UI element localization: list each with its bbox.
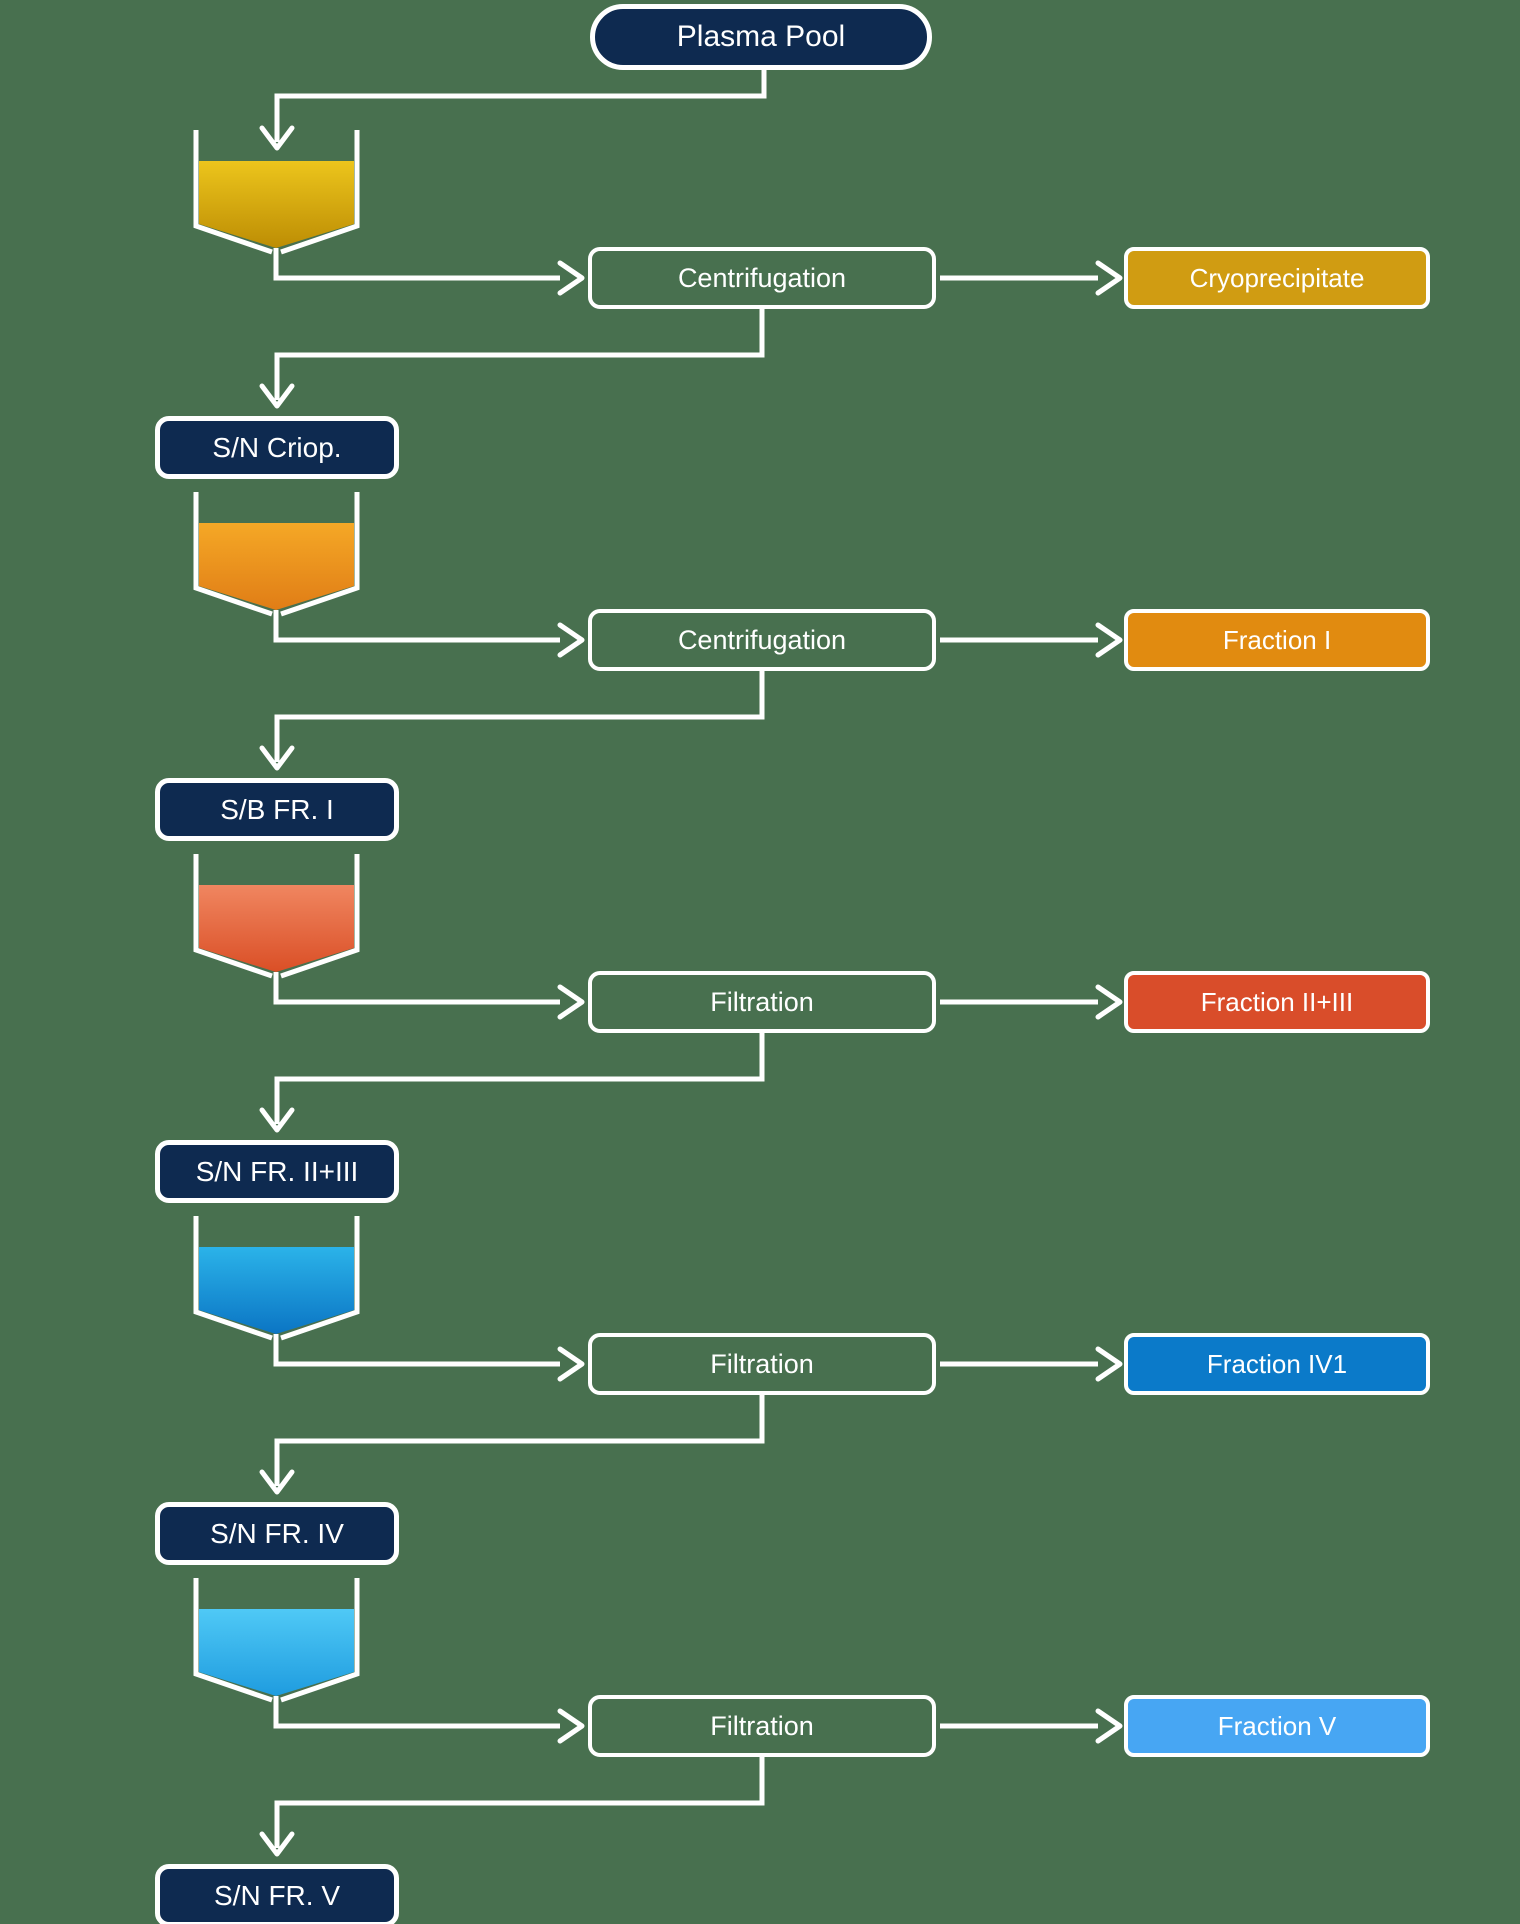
supernatant-node-sn-criop: S/N Criop.	[155, 416, 399, 479]
connector-process-to-supernatant	[277, 309, 762, 400]
arrowhead-right-icon	[1098, 1711, 1120, 1741]
output-node-fraction-v: Fraction V	[1124, 1695, 1430, 1757]
output-node-fraction-ii-iii: Fraction II+III	[1124, 971, 1430, 1033]
supernatant-node-sb-fr-i: S/B FR. I	[155, 778, 399, 841]
arrowhead-right-icon	[560, 987, 582, 1017]
arrowhead-right-icon	[560, 625, 582, 655]
connector-process-to-supernatant	[277, 671, 762, 762]
process-node-filtration-3: Filtration	[588, 1695, 936, 1757]
connector-vessel-to-process	[276, 248, 560, 278]
arrowhead-right-icon	[1098, 1349, 1120, 1379]
supernatant-node-sn-fr-iv: S/N FR. IV	[155, 1502, 399, 1565]
output-node-cryoprecipitate: Cryoprecipitate	[1124, 247, 1430, 309]
arrowhead-right-icon	[560, 263, 582, 293]
process-node-filtration-2: Filtration	[588, 1333, 936, 1395]
process-node-centrifugation-2: Centrifugation	[588, 609, 936, 671]
connector-vessel-to-process	[276, 1696, 560, 1726]
arrowhead-right-icon	[1098, 987, 1120, 1017]
connector-source-to-vessel	[277, 70, 764, 142]
connector-process-to-supernatant	[277, 1395, 762, 1486]
connector-process-to-supernatant	[277, 1033, 762, 1124]
process-node-filtration-1: Filtration	[588, 971, 936, 1033]
connector-vessel-to-process	[276, 1334, 560, 1364]
output-node-fraction-i: Fraction I	[1124, 609, 1430, 671]
process-node-centrifugation-1: Centrifugation	[588, 247, 936, 309]
arrowhead-right-icon	[1098, 625, 1120, 655]
connector-vessel-to-process	[276, 972, 560, 1002]
arrowhead-right-icon	[560, 1711, 582, 1741]
connector-process-to-supernatant	[277, 1757, 762, 1848]
arrowhead-right-icon	[1098, 263, 1120, 293]
supernatant-node-sn-fr-v: S/N FR. V	[155, 1864, 399, 1924]
connector-vessel-to-process	[276, 610, 560, 640]
arrowhead-right-icon	[560, 1349, 582, 1379]
node-plasma-pool: Plasma Pool	[590, 4, 932, 70]
supernatant-node-sn-fr-ii-iii: S/N FR. II+III	[155, 1140, 399, 1203]
output-node-fraction-iv1: Fraction IV1	[1124, 1333, 1430, 1395]
